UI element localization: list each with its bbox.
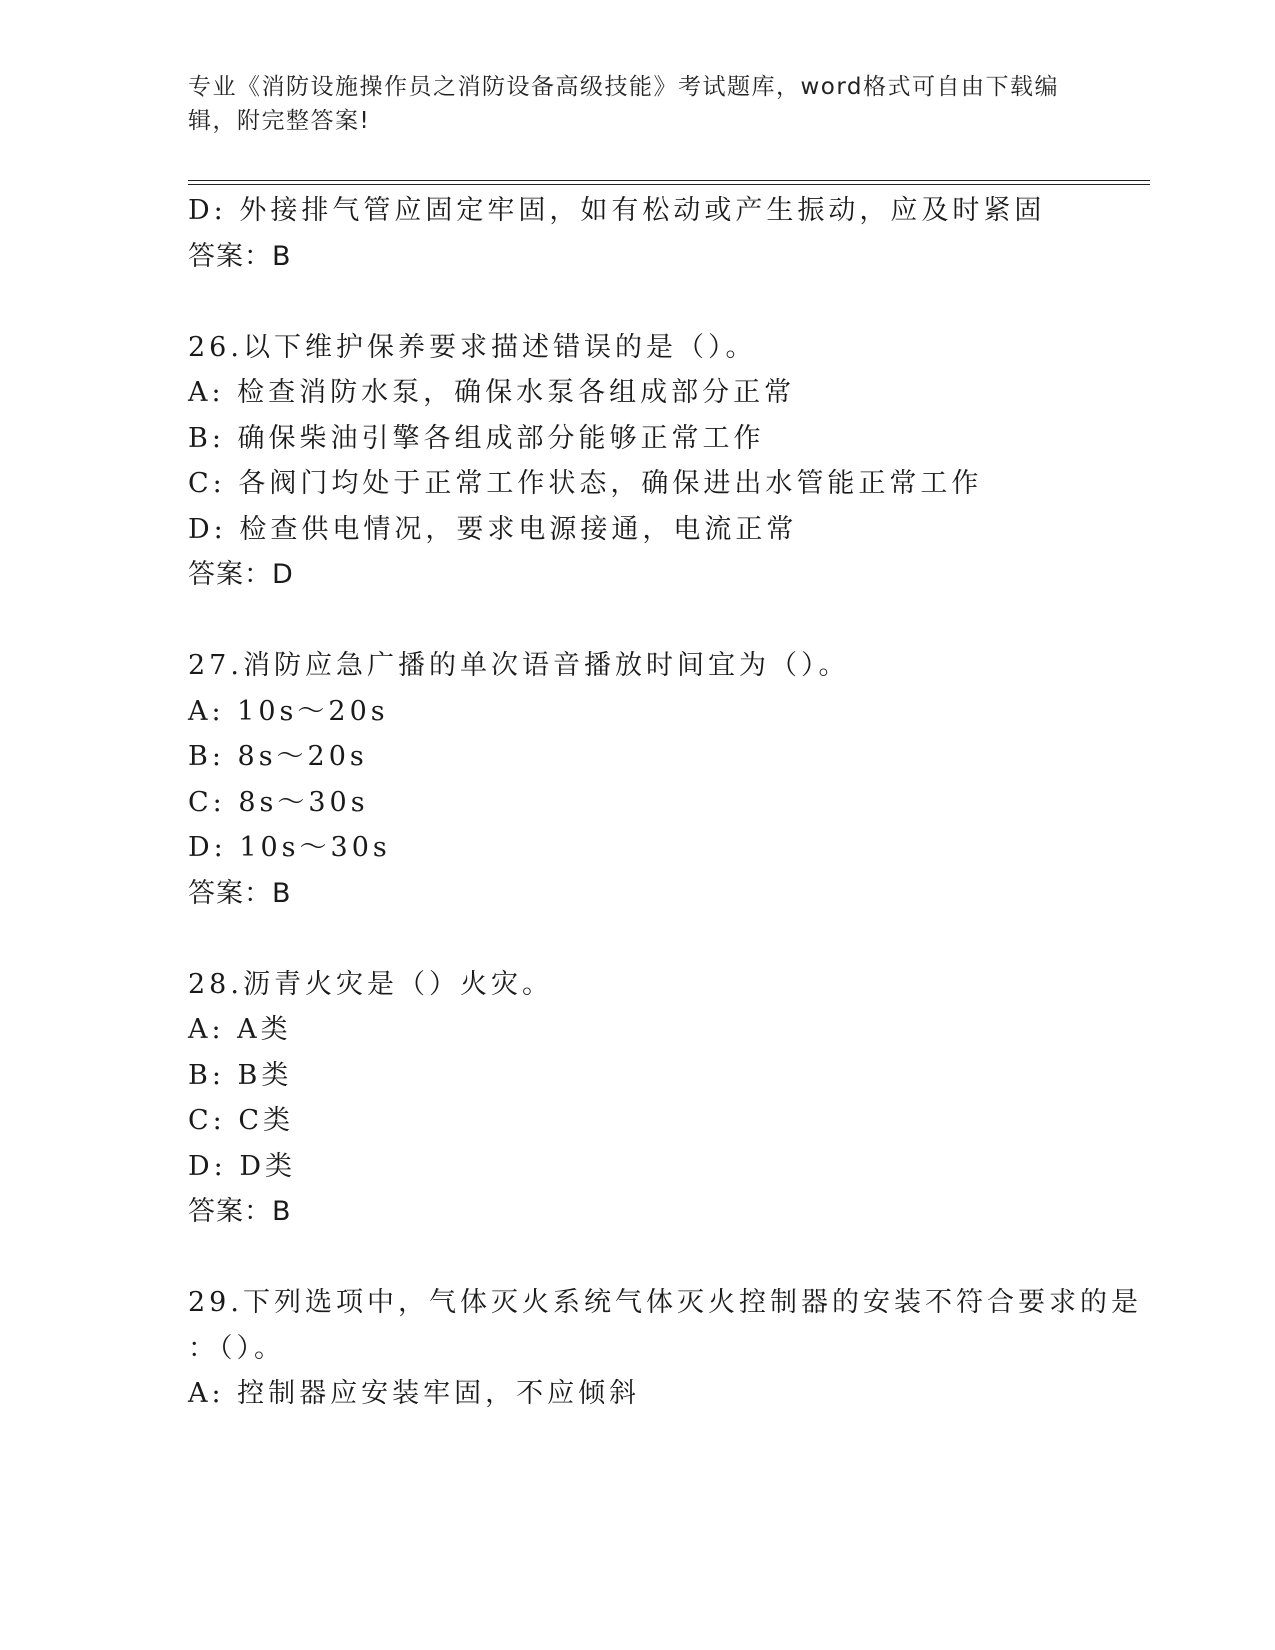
- answer-line: 答案：B: [188, 240, 292, 272]
- document-header: [188, 70, 1078, 138]
- option-line: A: 检查消防水泵，确保水泵各组成部分正常: [188, 377, 796, 408]
- option-line: C: 8s～30s: [188, 786, 369, 818]
- option-line: C: 各阀门均处于正常工作状态，确保进出水管能正常工作: [188, 468, 983, 499]
- option-line: D: 10s～30s: [188, 832, 391, 863]
- question-block: [188, 962, 1148, 1235]
- answer-line: 答案：B: [188, 1196, 292, 1227]
- spacer: [188, 279, 1148, 325]
- spacer: [188, 598, 1148, 644]
- question-stem: 28.沥青火灾是（）火灾。: [188, 968, 553, 1000]
- question-block: [188, 325, 1148, 598]
- option-line: A: 控制器应安装牢固，不应倾斜: [188, 1378, 641, 1409]
- option-line: D: D类: [188, 1150, 296, 1182]
- header-rule-top: [188, 180, 1150, 181]
- question-block: [188, 1280, 1148, 1417]
- answer-line: 答案：B: [188, 877, 292, 909]
- header-text: 专业《消防设施操作员之消防设备高级技能》考试题库，word格式可自由下载编辑，附完整答案!: [188, 74, 1060, 134]
- question-stem-continued: ：（）。: [188, 1332, 285, 1364]
- answer-line: 答案：D: [188, 559, 294, 590]
- option-line: C: C类: [188, 1105, 294, 1136]
- option-line: D: 外接排气管应固定牢固，如有松动或产生振动，应及时紧固: [188, 195, 1046, 226]
- option-line: B: B类: [188, 1059, 293, 1091]
- option-line: D: 检查供电情况，要求电源接通，电流正常: [188, 513, 798, 545]
- option-line: A: A类: [188, 1014, 292, 1045]
- header-rule-bottom: [188, 184, 1150, 185]
- option-line: A: 10s～20s: [188, 695, 389, 727]
- option-line: B: 确保柴油引擎各组成部分能够正常工作: [188, 422, 765, 454]
- option-line: B: 8s～20s: [188, 741, 368, 772]
- document-body: [188, 188, 1148, 1417]
- question-stem: 29.下列选项中，气体灭火系统气体灭火控制器的安装不符合要求的是: [188, 1287, 1142, 1318]
- question-block: [188, 643, 1148, 916]
- question-stem: 26.以下维护保养要求描述错误的是（）。: [188, 331, 757, 363]
- spacer: [188, 916, 1148, 962]
- spacer: [188, 1235, 1148, 1281]
- question-stem: 27.消防应急广播的单次语音播放时间宜为（）。: [188, 650, 850, 681]
